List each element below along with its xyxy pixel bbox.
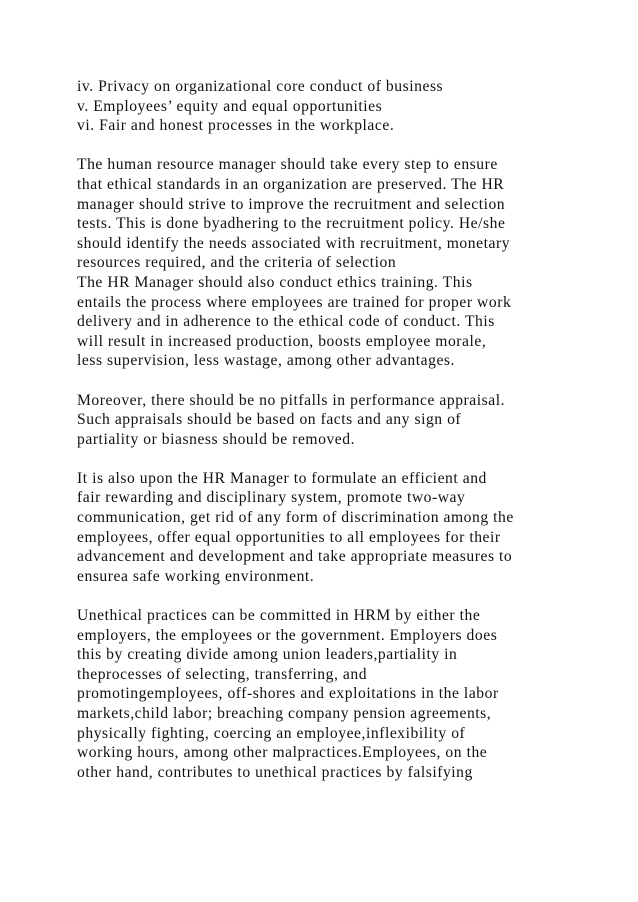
text-line: markets,child labor; breaching company pension agreements, xyxy=(77,705,492,722)
text-line: The HR Manager should also conduct ethics training. This xyxy=(77,273,473,291)
text-line: will result in increased production, boosts employee morale, xyxy=(77,332,487,350)
text-line: less supervision, less wastage, among other advantages. xyxy=(77,352,455,370)
text-line: employers, the employees or the government. Employers does xyxy=(77,626,498,644)
text-line: delivery and in adherence to the ethical code of conduct. This xyxy=(77,313,495,331)
paragraph-performance-appraisal xyxy=(77,391,617,450)
document-page xyxy=(77,77,617,782)
text-line: The human resource manager should take every step to ensure xyxy=(77,156,498,174)
text-line: physically fighting, coercing an employee,inflexibility of xyxy=(77,724,466,742)
text-line: ensurea safe working environment. xyxy=(77,567,315,585)
text-line: resources required, and the criteria of selection xyxy=(77,254,397,272)
text-line: Moreover, there should be no pitfalls in performance appraisal. xyxy=(77,391,506,409)
text-line: manager should strive to improve the recruitment and selection xyxy=(77,195,506,213)
paragraph-spacer xyxy=(77,371,617,391)
text-line: promotingemployees, off-shores and exploitations in the labor xyxy=(77,685,499,703)
text-line: working hours, among other malpractices.Employees, on the xyxy=(77,744,488,762)
text-line: tests. This is done byadhering to the recruitment policy. He/she xyxy=(77,215,506,233)
text-line: partiality or biasness should be removed. xyxy=(77,430,356,448)
list-item: v. Employees’ equity and equal opportunities xyxy=(77,97,383,115)
text-line: that ethical standards in an organization are preserved. The HR xyxy=(77,175,505,193)
text-line: Unethical practices can be committed in HRM by either the xyxy=(77,607,481,625)
text-line: employees, offer equal opportunities to all employees for their xyxy=(77,528,501,546)
text-line: Such appraisals should be based on facts and any sign of xyxy=(77,411,462,429)
text-line: advancement and development and take appropriate measures to xyxy=(77,548,513,566)
text-line: It is also upon the HR Manager to formulate an efficient and xyxy=(77,469,487,487)
text-line: should identify the needs associated with recruitment, monetary xyxy=(77,234,511,252)
text-line: this by creating divide among union leaders,partiality in xyxy=(77,646,458,664)
list-item: iv. Privacy on organizational core conduct of business xyxy=(77,78,444,95)
text-line: fair rewarding and disciplinary system, promote two-way xyxy=(77,489,466,507)
text-line: theprocesses of selecting, transferring, and xyxy=(77,665,368,683)
paragraph-spacer xyxy=(77,449,617,469)
paragraph-hr-responsibilities xyxy=(77,155,617,371)
paragraph-unethical-practices xyxy=(77,606,617,782)
ethics-list xyxy=(77,77,617,136)
text-line: entails the process where employees are trained for proper work xyxy=(77,293,512,311)
list-item: vi. Fair and honest processes in the workplace. xyxy=(77,117,395,135)
text-line: communication, get rid of any form of discrimination among the xyxy=(77,509,514,527)
text-line: other hand, contributes to unethical practices by falsifying xyxy=(77,763,473,781)
paragraph-spacer xyxy=(77,586,617,606)
paragraph-spacer xyxy=(77,136,617,156)
paragraph-reward-system xyxy=(77,469,617,587)
